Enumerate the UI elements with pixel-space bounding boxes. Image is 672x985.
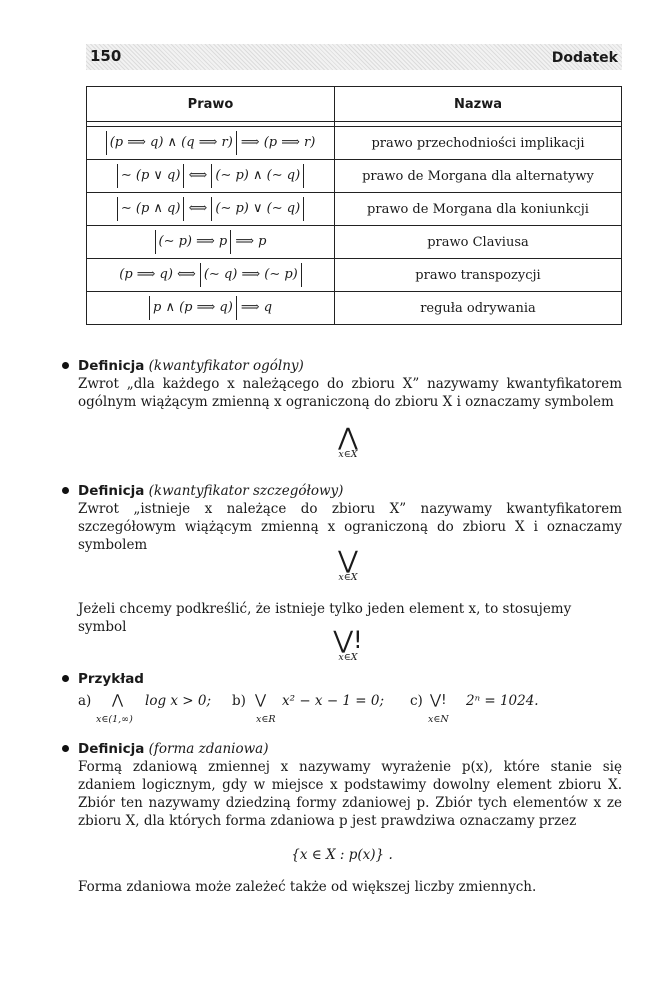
law-formula: (∼ p) ⟹ p ⟹ p: [87, 226, 335, 259]
table-row: [87, 292, 622, 325]
law-name: prawo transpozycji: [335, 259, 622, 292]
example-b-symbol: ⋁: [255, 692, 267, 708]
definition-title: Definicja: [78, 483, 145, 499]
definition-general-quantifier: [62, 357, 622, 411]
bullet-icon: [62, 362, 69, 369]
definition-propositional-form: [62, 740, 622, 830]
example-c-subscript: x∈N: [428, 714, 449, 725]
example-heading: Przykład: [62, 670, 622, 688]
example-c-label: c): [410, 693, 423, 709]
law-name: prawo przechodniości implikacji: [335, 127, 622, 160]
page-header: [86, 44, 622, 70]
example-a-subscript: x∈(1,∞): [96, 714, 133, 725]
example-c-symbol: ⋁!: [430, 692, 447, 708]
unique-quantifier-symbol: ⋁! x∈X: [333, 626, 363, 663]
example-a-label: a): [78, 693, 92, 709]
definition-existential-quantifier: [62, 482, 622, 554]
example-b-subscript: x∈R: [256, 714, 276, 725]
law-name: prawo Claviusa: [335, 226, 622, 259]
unique-text: Jeżeli chcemy podkreślić, że istnieje tylko jeden element x, to stosujemy symbol: [78, 601, 572, 635]
law-formula: ∼ (p ∧ q) ⟺ (∼ p) ∨ (∼ q): [87, 193, 335, 226]
column-header-law: Prawo: [87, 87, 335, 122]
table-row: [87, 226, 622, 259]
table-row: [87, 127, 622, 160]
laws-table: [86, 86, 622, 325]
law-formula: (p ⟹ q) ∧ (q ⟹ r) ⟹ (p ⟹ r): [87, 127, 335, 160]
bullet-icon: [62, 675, 69, 682]
law-formula: p ∧ (p ⟹ q) ⟹ q: [87, 292, 335, 325]
example-a-symbol: ⋀: [112, 692, 124, 708]
example-b-expression: x² − x − 1 = 0;: [282, 693, 385, 709]
existential-quantifier-symbol: ⋁ x∈X: [338, 546, 358, 583]
law-name: reguła odrywania: [335, 292, 622, 325]
definition-text: Zwrot „dla każdego x należącego do zbioru X” nazywamy kwantyfikatorem ogólnym wiążącym zmienną x ograniczoną do zbioru X i oznaczamy symbolem: [78, 376, 622, 410]
definition-title: Definicja: [78, 741, 145, 757]
example-c-expression: 2ⁿ = 1024.: [466, 693, 539, 709]
general-quantifier-symbol: ⋀ x∈X: [338, 423, 358, 460]
bullet-icon: [62, 745, 69, 752]
definition-subtitle: (kwantyfikator szczegółowy): [148, 483, 344, 499]
definition-subtitle: (kwantyfikator ogólny): [148, 358, 304, 374]
table-row: [87, 193, 622, 226]
bullet-icon: [62, 487, 69, 494]
definition-text: Zwrot „istnieje x należące do zbioru X” nazywamy kwantyfikatorem szczegółowym wiążącym zmienną x ograniczoną do zbioru X i oznaczamy symbolem: [78, 501, 622, 553]
section-title: Dodatek: [551, 50, 618, 66]
example-a-expression: log x > 0;: [145, 693, 212, 709]
law-formula: (p ⟹ q) ⟺ (∼ q) ⟹ (∼ p): [87, 259, 335, 292]
column-header-name: Nazwa: [335, 87, 622, 122]
definition-text: Formą zdaniową zmiennej x nazywamy wyrażenie p(x), które stanie się zdaniem logicznym, gdy w miejsce x podstawimy dowolny element zbioru X. Zbiór ten nazywamy dziedziną formy zdaniowej p. Zbiór tych elementów x ze zbioru X, dla których forma zdaniowa p jest prawdziwa oznaczamy przez: [78, 759, 622, 829]
definition-subtitle: (forma zdaniowa): [148, 741, 269, 757]
set-notation: {x ∈ X : p(x)} .: [291, 847, 393, 863]
law-name: prawo de Morgana dla koniunkcji: [335, 193, 622, 226]
law-name: prawo de Morgana dla alternatywy: [335, 160, 622, 193]
law-formula: ∼ (p ∨ q) ⟺ (∼ p) ∧ (∼ q): [87, 160, 335, 193]
page-number: 150: [90, 47, 122, 65]
table-row: [87, 160, 622, 193]
closing-text: Forma zdaniowa może zależeć także od większej liczby zmiennych.: [78, 879, 537, 895]
definition-title: Definicja: [78, 358, 145, 374]
table-row: [87, 259, 622, 292]
example-b-label: b): [232, 693, 246, 709]
